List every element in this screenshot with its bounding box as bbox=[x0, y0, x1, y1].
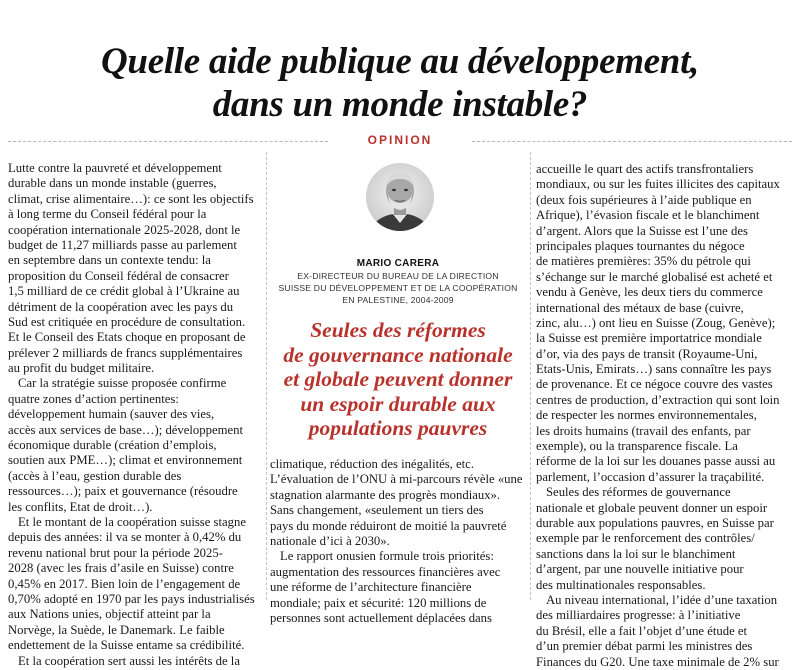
text-line: exemple), ou la transparence fiscale. La bbox=[536, 439, 738, 454]
text-line: sanctions dans la loi sur le blanchiment bbox=[536, 546, 736, 561]
text-line: Etats-Unis, Emirats…) sans connaître les pays bbox=[536, 362, 772, 377]
text-line: international des métaux de base (cuivre, bbox=[536, 300, 744, 315]
text-line: soutien aux PME…); climat et environnement bbox=[8, 453, 243, 468]
text-line: détriment de la coopération avec les pays du bbox=[8, 299, 234, 314]
text-line: d’argent. Alors que la Suisse est l’une des bbox=[536, 223, 748, 238]
rubric-label: OPINION bbox=[367, 133, 433, 147]
rubric-rule-left bbox=[8, 141, 328, 142]
column-divider-2 bbox=[530, 152, 531, 600]
text-line: pays du monde réduiront de moitié la pauvreté bbox=[270, 518, 507, 533]
author-role-line: EN PALESTINE, 2004-2009 bbox=[342, 295, 454, 305]
text-line: principales plaques tournantes du négoce bbox=[536, 238, 745, 253]
text-line: revenu national brut pour la période 2025- bbox=[8, 545, 223, 560]
text-line: nationale et globale peuvent donner un espoir bbox=[536, 500, 768, 515]
text-line: 0,70% adopté en 1970 par les pays industrialisés bbox=[8, 591, 255, 606]
text-line: Sans changement, «seulement un tiers des bbox=[270, 503, 484, 518]
text-line: d’un premier débat parmi les ministres des bbox=[536, 639, 753, 654]
pull-quote-line: un espoir durable aux bbox=[300, 391, 496, 416]
text-line: durable aux populations pauvres, en Suisse par bbox=[536, 515, 774, 530]
text-line: Finances du G20. Une taxe minimale de 2% sur bbox=[536, 654, 779, 669]
text-line: Et la coopération sert aussi les intérêts de la bbox=[18, 653, 240, 668]
text-line: de respecter les normes environnementales, bbox=[536, 408, 757, 423]
pull-quote-line: de gouvernance nationale bbox=[283, 342, 513, 367]
text-line: centres de production, d’extraction qui sont loin bbox=[536, 392, 780, 407]
author-photo bbox=[366, 163, 434, 231]
text-line: accueille le quart des actifs transfrontaliers bbox=[536, 162, 754, 176]
text-line: d’argent, par une nouvelle initiative pour bbox=[536, 562, 744, 577]
text-line: climatique, réduction des inégalités, etc. bbox=[270, 457, 474, 471]
text-line: de matières premières: 35% du pétrole qui bbox=[536, 254, 751, 269]
text-line: 1,5 milliard de ce crédit global à l’Ukraine au bbox=[8, 284, 240, 299]
text-line: mondiaux, ou sur les fuites illicites des capitaux bbox=[536, 177, 780, 192]
text-line: Afrique), l’évasion fiscale et le blanchiment bbox=[536, 208, 760, 223]
article-column-2 bbox=[270, 457, 525, 626]
text-line: (accès à l’eau, gestion durable des bbox=[8, 468, 182, 483]
author-portrait-icon bbox=[366, 163, 434, 231]
text-line: personnes sont actuellement déplacées dans bbox=[270, 610, 492, 625]
text-line: Car la stratégie suisse proposée confirme bbox=[18, 376, 227, 391]
text-line: quatre zones d’action pertinentes: bbox=[8, 391, 179, 406]
text-line: prélever 2 milliards de francs supplémentaires bbox=[8, 345, 243, 360]
text-line: la Suisse est première importatrice mondiale bbox=[536, 331, 762, 346]
text-line: à long terme du Conseil fédéral pour la bbox=[8, 207, 207, 222]
text-line: parlement, l’occasion d’assurer la traçabilité. bbox=[536, 469, 765, 484]
text-line: Le rapport onusien formule trois priorités: bbox=[280, 549, 494, 564]
author-role-line: SUISSE DU DÉVELOPPEMENT ET DE LA COOPÉRATION bbox=[278, 283, 518, 293]
text-line: 0,45% en 2017. Bien loin de l’engagement de bbox=[8, 576, 241, 591]
text-line: du Brésil, elle a fait l’objet d’une étude et bbox=[536, 623, 748, 638]
text-line: en septembre dans un contexte tendu: la bbox=[8, 253, 211, 268]
text-line: ressources…); paix et gouvernance (résoudre bbox=[8, 484, 238, 499]
text-line: Au niveau international, l’idée d’une taxation bbox=[546, 592, 778, 607]
text-line: stagnation alarmante des progrès mondiaux». bbox=[270, 487, 501, 502]
text-line: d’or, via des pays de transit (Royaume-Uni, bbox=[536, 346, 758, 361]
text-line: Sud est critiquée en procédure de consultation. bbox=[8, 314, 246, 329]
text-line: exemple par le renforcement des contrôles/ bbox=[536, 531, 755, 546]
text-line: mondiale; paix et sécurité: 120 millions de bbox=[270, 595, 487, 610]
text-line: économique durable (création d’emplois, bbox=[8, 438, 217, 453]
article-column-1 bbox=[8, 161, 262, 669]
text-line: budget de 11,27 milliards passe au parlement bbox=[8, 237, 237, 252]
text-line: des multinationales responsables. bbox=[536, 577, 706, 592]
text-line: climat, crise alimentaire…): ce sont les objectifs bbox=[8, 191, 254, 206]
text-line: des milliardaires progresse: à l’initiative bbox=[536, 608, 741, 623]
author-role bbox=[270, 270, 526, 306]
pull-quote-line: populations pauvres bbox=[308, 416, 488, 441]
text-line: depuis des années: il va se monter à 0,42% du bbox=[8, 530, 242, 545]
article-headline bbox=[0, 40, 800, 126]
text-line: 2028 (avec les frais d’asile en Suisse) contre bbox=[8, 561, 234, 576]
text-line: accès aux services de base…); développement bbox=[8, 422, 243, 437]
text-line: L’évaluation de l’ONU à mi-parcours révèle «une bbox=[270, 472, 523, 487]
text-line: durable dans un monde instable (guerres, bbox=[8, 176, 217, 191]
text-line: Lutte contre la pauvreté et développement bbox=[8, 161, 222, 175]
text-line: vendu à Genève, les deux tiers du commerce bbox=[536, 285, 763, 300]
text-line: zinc, alu…) ont lieu en Suisse (Zoug, Genève); bbox=[536, 315, 776, 330]
pull-quote-line: Seules des réformes bbox=[310, 318, 486, 342]
author-name: MARIO CARERA bbox=[356, 258, 440, 269]
text-line: nationale d’ici à 2030». bbox=[270, 533, 390, 548]
text-line: coopération internationale 2025-2028, dont le bbox=[8, 222, 241, 237]
text-line: Norvège, la Suède, le Danemark. Le faible bbox=[8, 622, 225, 637]
text-line: (deux fois supérieures à l’aide publique en bbox=[536, 192, 752, 207]
text-line: les droits humains (travail des enfants, par bbox=[536, 423, 751, 438]
text-line: aux Nations unies, objectif atteint par la bbox=[8, 607, 211, 622]
text-line: augmentation des ressources financières avec bbox=[270, 564, 501, 579]
text-line: au profit du budget militaire. bbox=[8, 361, 155, 376]
text-line: développement humain (sauver des vies, bbox=[8, 407, 215, 422]
rubric-rule-right bbox=[472, 141, 792, 142]
column-divider-1 bbox=[266, 152, 267, 600]
text-line: de provenance. Et ce négoce couvre des vastes bbox=[536, 377, 773, 392]
text-line: une réforme de l’architecture financière bbox=[270, 580, 472, 595]
text-line: Et le montant de la coopération suisse stagne bbox=[18, 514, 246, 529]
headline-line-1: Quelle aide publique au développement, bbox=[101, 41, 699, 82]
text-line: Seules des réformes de gouvernance bbox=[546, 485, 731, 500]
text-line: les conflits, Etat de droit…). bbox=[8, 499, 153, 514]
text-line: Et le Conseil des Etats choque en proposant de bbox=[8, 330, 246, 345]
author-role-line: EX-DIRECTEUR DU BUREAU DE LA DIRECTION bbox=[297, 271, 499, 281]
text-line: réforme de la loi sur les douanes passe aussi au bbox=[536, 454, 776, 469]
text-line: proposition du Conseil fédéral de consacrer bbox=[8, 268, 229, 283]
pull-quote bbox=[270, 318, 526, 441]
headline-line-2: dans un monde instable? bbox=[212, 84, 588, 125]
article-column-3 bbox=[536, 162, 792, 670]
pull-quote-line: et globale peuvent donner bbox=[283, 367, 513, 392]
text-line: s’échange sur le marché globalisé est acheté et bbox=[536, 269, 773, 284]
text-line: endettement de la Suisse entame sa crédibilité. bbox=[8, 638, 245, 653]
